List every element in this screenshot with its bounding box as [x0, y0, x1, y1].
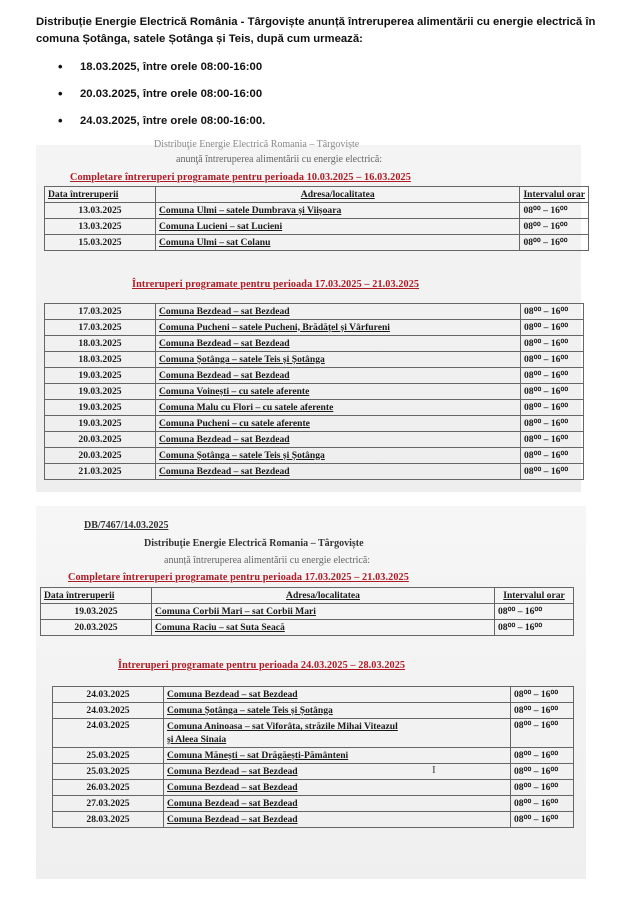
photo1-table-1 [44, 186, 589, 251]
row-interval: 08⁰⁰ – 16⁰⁰ [511, 748, 574, 764]
row-date: 25.03.2025 [53, 764, 164, 780]
row-date: 20.03.2025 [45, 432, 156, 448]
photo1-section1-title: Completare întreruperi programate pentru perioada 10.03.2025 – 16.03.2025 [70, 172, 411, 183]
row-address: Comuna Lucieni – sat Lucieni [156, 219, 520, 235]
row-interval: 08⁰⁰ – 16⁰⁰ [521, 400, 584, 416]
table-header-row [45, 187, 589, 203]
row-interval: 08⁰⁰ – 16⁰⁰ [520, 203, 589, 219]
row-interval: 08⁰⁰ – 16⁰⁰ [511, 719, 574, 748]
photo2-header-line-2: anunță întreruperea alimentării cu energie electrică: [164, 555, 371, 566]
table-row [45, 320, 584, 336]
table-row [53, 780, 574, 796]
row-address: Comuna Bezdead – sat Bezdead [164, 796, 511, 812]
row-interval: 08⁰⁰ – 16⁰⁰ [520, 219, 589, 235]
table-row [45, 219, 589, 235]
row-address: Comuna Bezdead – sat Bezdead [156, 464, 521, 480]
row-address: Comuna Pucheni – satele Pucheni, Brădățel și Vârfureni [156, 320, 521, 336]
announcement-text: Distribuție Energie Electrică România - Târgoviște anunță întreruperea alimentării cu energie electrică în comuna Șotânga, satele Șotânga și Teis, după cum urmează: [36, 16, 596, 45]
row-address: Comuna Bezdead – sat Bezdead [164, 687, 511, 703]
row-date: 20.03.2025 [45, 448, 156, 464]
row-interval: 08⁰⁰ – 16⁰⁰ [521, 384, 584, 400]
row-address-line-2: și Aleea Sinaia [167, 734, 227, 745]
row-interval: 08⁰⁰ – 16⁰⁰ [521, 352, 584, 368]
table-row [45, 416, 584, 432]
row-interval: 08⁰⁰ – 16⁰⁰ [511, 764, 574, 780]
row-interval: 08⁰⁰ – 16⁰⁰ [511, 796, 574, 812]
photo2-section1-title: Completare întreruperi programate pentru perioada 17.03.2025 – 21.03.2025 [68, 572, 409, 583]
row-address: Comuna Malu cu Flori – cu satele aferente [156, 400, 521, 416]
row-date: 25.03.2025 [53, 748, 164, 764]
photo1-table-2 [44, 303, 584, 480]
table-row [45, 235, 589, 251]
row-date: 13.03.2025 [45, 219, 156, 235]
row-interval: 08⁰⁰ – 16⁰⁰ [521, 368, 584, 384]
row-address: Comuna Bezdead – sat Bezdead [164, 812, 511, 828]
row-interval: 08⁰⁰ – 16⁰⁰ [521, 448, 584, 464]
table-row [45, 384, 584, 400]
header-address: Adresa/localitatea [152, 588, 495, 604]
row-address: Comuna Voinești – cu satele aferente [156, 384, 521, 400]
row-address: Comuna Bezdead – sat Bezdead [156, 368, 521, 384]
row-interval: 08⁰⁰ – 16⁰⁰ [511, 780, 574, 796]
row-date: 19.03.2025 [45, 384, 156, 400]
schedule-photo-2 [36, 506, 586, 879]
row-date: 13.03.2025 [45, 203, 156, 219]
outage-date-item: • 20.03.2025, între orele 08:00-16:00 [58, 85, 265, 112]
row-date: 15.03.2025 [45, 235, 156, 251]
row-address: Comuna Șotânga – satele Teis și Șotânga [156, 352, 521, 368]
row-address: Comuna Ulmi – sat Colanu [156, 235, 520, 251]
row-date: 17.03.2025 [45, 304, 156, 320]
table-row [45, 464, 584, 480]
row-address: Comuna Bezdead – sat Bezdead [156, 336, 521, 352]
document-reference: DB/7467/14.03.2025 [84, 520, 169, 531]
table-header-row [41, 588, 574, 604]
table-row [53, 719, 574, 748]
row-interval: 08⁰⁰ – 16⁰⁰ [521, 416, 584, 432]
row-date: 19.03.2025 [45, 368, 156, 384]
photo1-header-line-1: Distribuţie Energie Electrică Romania – Târgoviște [154, 139, 360, 150]
row-interval: 08⁰⁰ – 16⁰⁰ [495, 620, 574, 636]
table-row [45, 304, 584, 320]
row-date: 18.03.2025 [45, 336, 156, 352]
photo1-section2-title: Întreruperi programate pentru perioada 17.03.2025 – 21.03.2025 [132, 279, 420, 290]
row-address [164, 719, 511, 748]
header-date: Data întreruperii [41, 588, 152, 604]
table-row [53, 796, 574, 812]
row-address: Comuna Bezdead – sat Bezdead [164, 780, 511, 796]
row-address: Comuna Bezdead – sat Bezdead [156, 304, 521, 320]
header-interval: Intervalul orar [495, 588, 574, 604]
row-date: 19.03.2025 [45, 400, 156, 416]
row-date: 24.03.2025 [53, 719, 164, 748]
row-date: 19.03.2025 [41, 604, 152, 620]
row-date: 18.03.2025 [45, 352, 156, 368]
table-row [41, 620, 574, 636]
table-row [45, 432, 584, 448]
table-row [41, 604, 574, 620]
schedule-photo-1 [36, 139, 585, 492]
row-interval: 08⁰⁰ – 16⁰⁰ [520, 235, 589, 251]
table-row [45, 203, 589, 219]
header-interval: Intervalul orar [520, 187, 589, 203]
table-row [45, 368, 584, 384]
text-cursor-icon: I [432, 764, 436, 776]
table-row [53, 748, 574, 764]
outage-dates-list [58, 58, 265, 139]
row-interval: 08⁰⁰ – 16⁰⁰ [521, 320, 584, 336]
table-row [45, 336, 584, 352]
row-date: 17.03.2025 [45, 320, 156, 336]
table-row [53, 687, 574, 703]
table-row [45, 352, 584, 368]
table-row [53, 703, 574, 719]
row-date: 24.03.2025 [53, 703, 164, 719]
outage-date-item: • 24.03.2025, între orele 08:00-16:00. [58, 112, 265, 139]
table-row [45, 448, 584, 464]
photo2-section2-title: Întreruperi programate pentru perioada 24.03.2025 – 28.03.2025 [118, 660, 406, 671]
photo2-table-1 [40, 587, 574, 636]
photo2-header-line-1: Distribuţie Energie Electrică Romania – Târgoviște [144, 538, 364, 549]
row-address: Comuna Bezdead – sat Bezdead [164, 764, 511, 780]
row-address: Comuna Raciu – sat Suta Seacă [152, 620, 495, 636]
row-date: 24.03.2025 [53, 687, 164, 703]
row-address: Comuna Ulmi – satele Dumbrava și Viișoara [156, 203, 520, 219]
row-interval: 08⁰⁰ – 16⁰⁰ [521, 336, 584, 352]
row-address: Comuna Bezdead – sat Bezdead [156, 432, 521, 448]
row-date: 20.03.2025 [41, 620, 152, 636]
table-row [53, 764, 574, 780]
table-row [45, 400, 584, 416]
row-date: 21.03.2025 [45, 464, 156, 480]
row-interval: 08⁰⁰ – 16⁰⁰ [511, 812, 574, 828]
row-interval: 08⁰⁰ – 16⁰⁰ [521, 304, 584, 320]
header-address: Adresa/localitatea [156, 187, 520, 203]
row-date: 19.03.2025 [45, 416, 156, 432]
row-address: Comuna Corbii Mari – sat Corbii Mari [152, 604, 495, 620]
outage-date-item: • 18.03.2025, între orele 08:00-16:00 [58, 58, 265, 85]
row-date: 28.03.2025 [53, 812, 164, 828]
row-address-line-1: Comuna Aninoasa – sat Viforâta, străzile Mihai Viteazul [167, 721, 398, 732]
row-interval: 08⁰⁰ – 16⁰⁰ [511, 703, 574, 719]
photo2-table-2 [52, 686, 574, 828]
row-date: 27.03.2025 [53, 796, 164, 812]
header-date: Data întreruperii [45, 187, 156, 203]
row-address: Comuna Mănești – sat Drăgăești-Pământeni [164, 748, 511, 764]
row-interval: 08⁰⁰ – 16⁰⁰ [511, 687, 574, 703]
row-interval: 08⁰⁰ – 16⁰⁰ [521, 432, 584, 448]
row-address: Comuna Șotânga – satele Teis și Șotânga [156, 448, 521, 464]
row-interval: 08⁰⁰ – 16⁰⁰ [521, 464, 584, 480]
row-address: Comuna Pucheni – cu satele aferente [156, 416, 521, 432]
row-address: Comuna Șotânga – satele Teis și Șotânga [164, 703, 511, 719]
table-row [53, 812, 574, 828]
row-date: 26.03.2025 [53, 780, 164, 796]
row-interval: 08⁰⁰ – 16⁰⁰ [495, 604, 574, 620]
photo1-header-line-2: anunţă întreruperea alimentării cu energie electrică: [176, 154, 383, 165]
